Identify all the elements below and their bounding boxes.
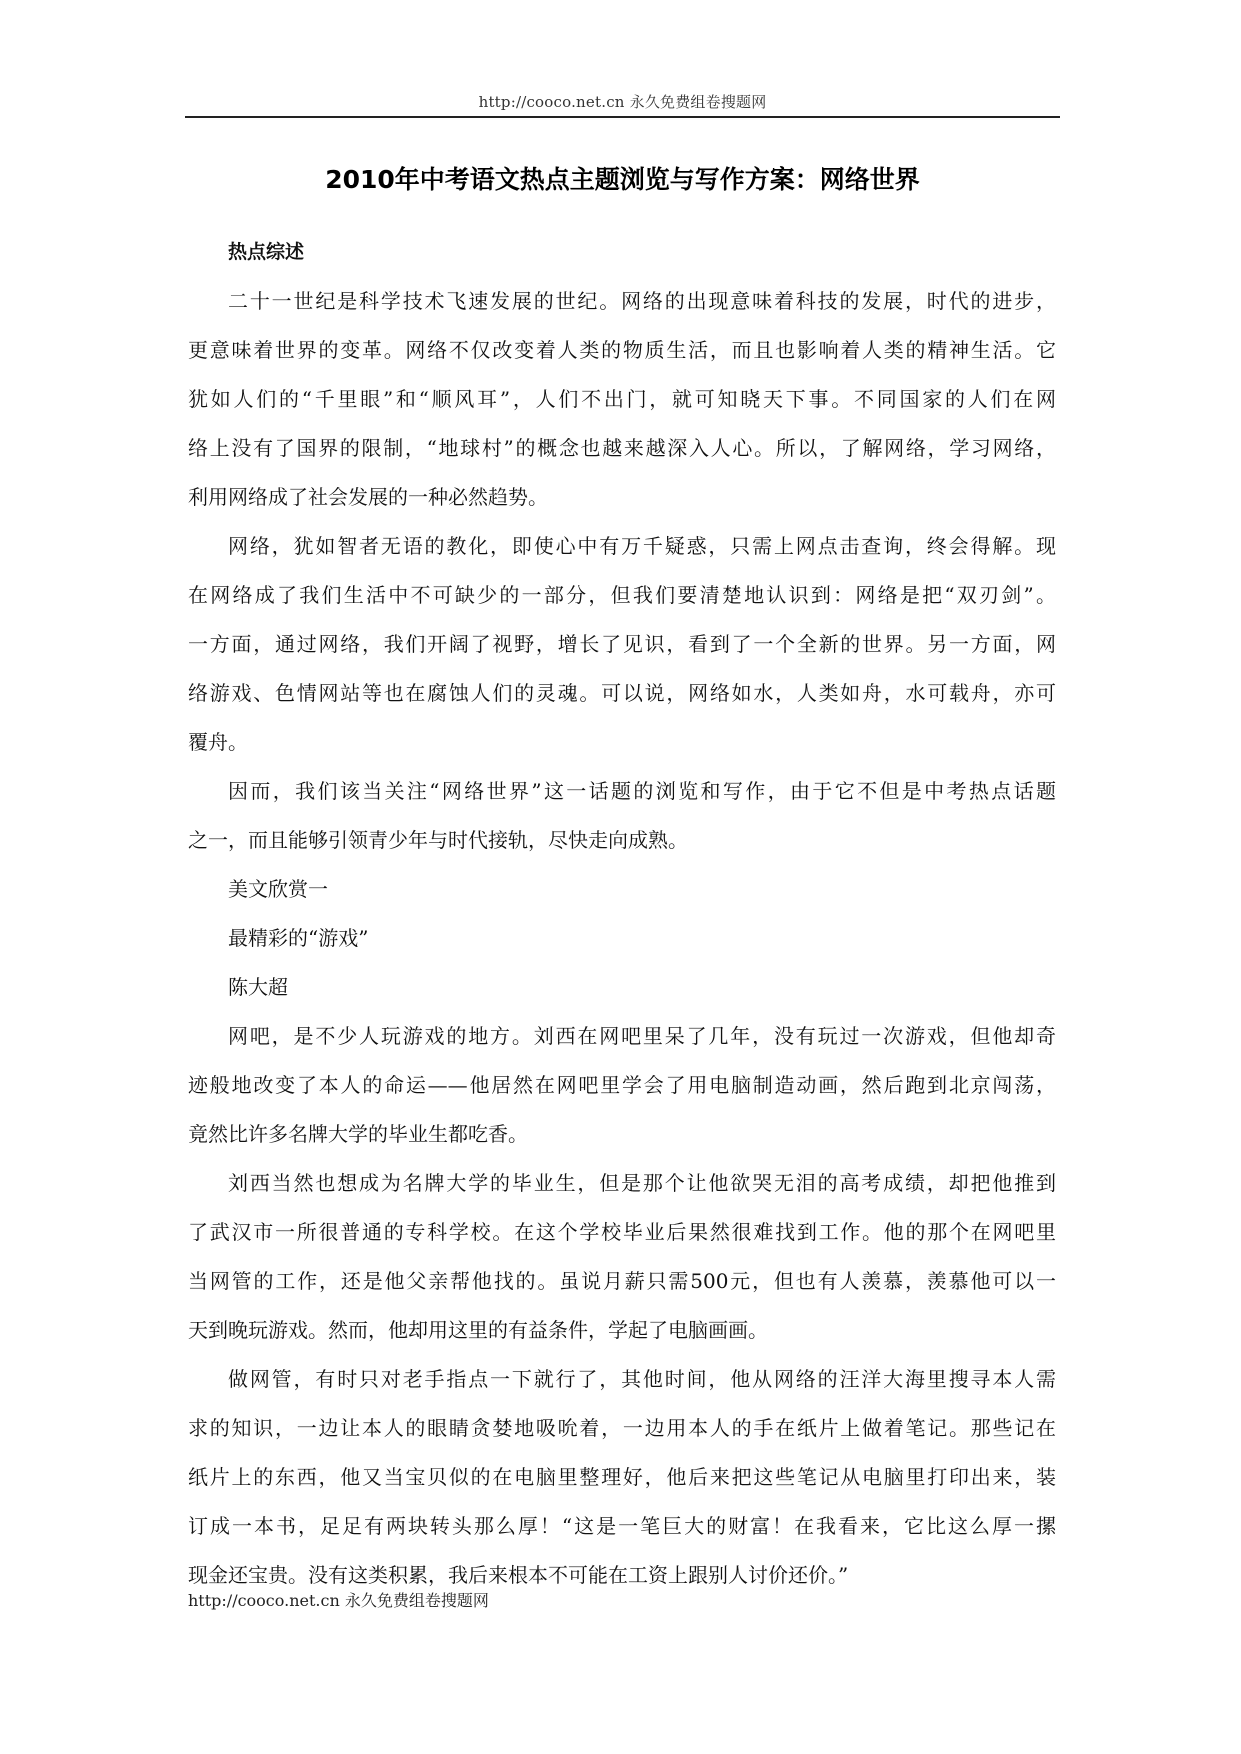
paragraph-line: 现金还宝贵。没有这类积累，我后来根本不可能在工资上跟别人讨价还价。” [188, 1563, 849, 1587]
paragraph-line: 覆舟。 [188, 730, 248, 754]
paragraph-line: 竟然比许多名牌大学的毕业生都吃香。 [188, 1122, 528, 1146]
paragraph-line: 在网络成了我们生活中不可缺少的一部分，但我们要清楚地认识到：网络是把“双刃剑”。 [188, 583, 1056, 607]
paragraph-line: 之一，而且能够引领青少年与时代接轨，尽快走向成熟。 [188, 828, 688, 852]
paragraph-line: 了武汉市一所很普通的专科学校。在这个学校毕业后果然很难找到工作。他的那个在网吧里 [188, 1220, 1056, 1244]
paragraph-line: 求的知识，一边让本人的眼睛贪婪地吸吮着，一边用本人的手在纸片上做着笔记。那些记在 [188, 1416, 1056, 1440]
paragraph-line: 刘西当然也想成为名牌大学的毕业生，但是那个让他欲哭无泪的高考成绩，却把他推到 [228, 1171, 1056, 1195]
page-header: http://cooco.net.cn 永久免费组卷搜题网 [478, 93, 767, 111]
paragraph-line: 做网管，有时只对老手指点一下就行了，其他时间，他从网络的汪洋大海里搜寻本人需 [228, 1367, 1056, 1391]
essay-author: 陈大超 [228, 975, 288, 999]
document-title: 2010年中考语文热点主题浏览与写作方案：网络世界 [325, 165, 920, 194]
paragraph-line: 络游戏、色情网站等也在腐蚀人们的灵魂。可以说，网络如水，人类如舟，水可载舟，亦可 [188, 681, 1056, 705]
paragraph-line: 当网管的工作，还是他父亲帮他找的。虽说月薪只需500元，但也有人羡慕，羡慕他可以一 [188, 1269, 1056, 1293]
paragraph-line: 二十一世纪是科学技术飞速发展的世纪。网络的出现意味着科技的发展，时代的进步， [228, 289, 1056, 313]
essay-title: 最精彩的“游戏” [228, 926, 369, 950]
paragraph-line: 络上没有了国界的限制，“地球村”的概念也越来越深入人心。所以，了解网络，学习网络， [188, 436, 1056, 460]
paragraph-line: 一方面，通过网络，我们开阔了视野，增长了见识，看到了一个全新的世界。另一方面，网 [188, 632, 1056, 656]
paragraph-line: 犹如人们的“千里眼”和“顺风耳”，人们不出门，就可知晓天下事。不同国家的人们在网 [188, 387, 1056, 411]
essay-label: 美文欣赏一 [228, 877, 328, 901]
paragraph-line: 网络，犹如智者无语的教化，即使心中有万千疑惑，只需上网点击查询，终会得解。现 [228, 534, 1056, 558]
paragraph-line: 纸片上的东西，他又当宝贝似的在电脑里整理好，他后来把这些笔记从电脑里打印出来，装 [188, 1465, 1056, 1489]
header-divider [185, 116, 1060, 118]
paragraph-line: 迹般地改变了本人的命运——他居然在网吧里学会了用电脑制造动画，然后跑到北京闯荡， [188, 1073, 1056, 1097]
page-footer: http://cooco.net.cn 永久免费组卷搜题网 [188, 1591, 489, 1610]
paragraph-line: 利用网络成了社会发展的一种必然趋势。 [188, 485, 548, 509]
paragraph-line: 更意味着世界的变革。网络不仅改变着人类的物质生活，而且也影响着人类的精神生活。它 [188, 338, 1056, 362]
paragraph-line: 因而，我们该当关注“网络世界”这一话题的浏览和写作，由于它不但是中考热点话题 [228, 779, 1056, 803]
paragraph-line: 订成一本书，足足有两块转头那么厚！“这是一笔巨大的财富！在我看来，它比这么厚一摞 [188, 1514, 1056, 1538]
document-body [188, 228, 1056, 1600]
paragraph-line: 网吧，是不少人玩游戏的地方。刘西在网吧里呆了几年，没有玩过一次游戏，但他却奇 [228, 1024, 1056, 1048]
paragraph-line: 天到晚玩游戏。然而，他却用这里的有益条件，学起了电脑画画。 [188, 1318, 768, 1342]
section-heading: 热点综述 [228, 241, 305, 263]
